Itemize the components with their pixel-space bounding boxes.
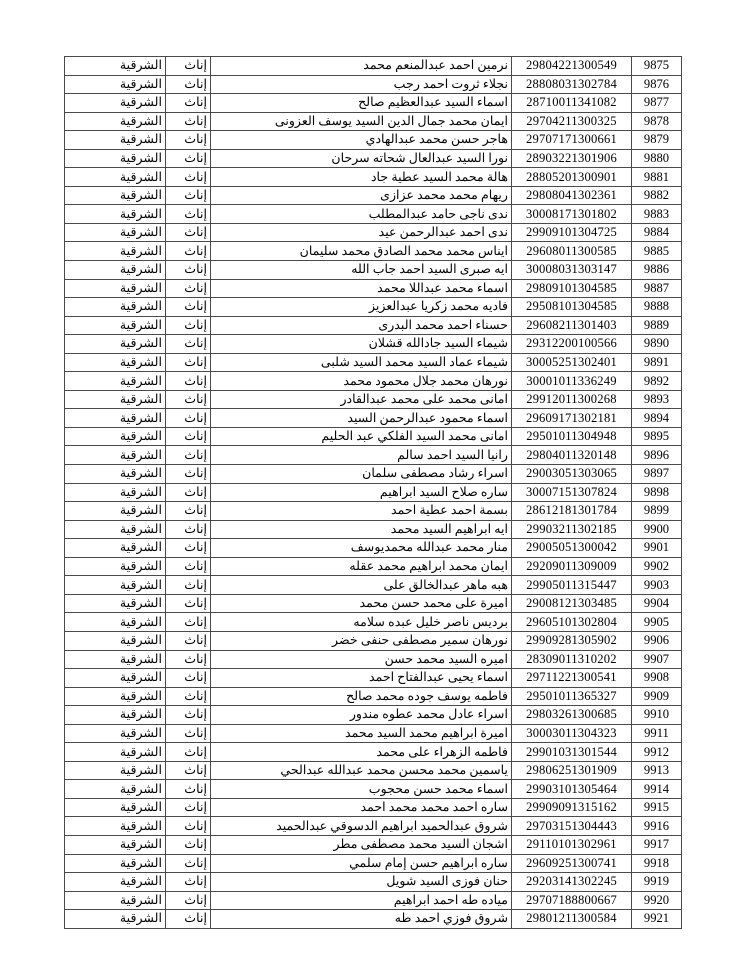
cell-governorate: الشرقية xyxy=(65,261,166,280)
cell-governorate: الشرقية xyxy=(65,780,166,799)
cell-governorate: الشرقية xyxy=(65,112,166,131)
cell-gender: إناث xyxy=(166,891,211,910)
cell-gender: إناث xyxy=(166,409,211,428)
cell-serial: 9889 xyxy=(632,316,682,335)
cell-name: شروق فوزي احمد طه xyxy=(211,910,512,929)
table-row xyxy=(65,483,682,502)
cell-national-id: 29609171302181 xyxy=(512,409,632,428)
cell-gender: إناث xyxy=(166,149,211,168)
cell-national-id: 29901031301544 xyxy=(512,743,632,762)
cell-governorate: الشرقية xyxy=(65,706,166,725)
cell-name: اسراء عادل محمد عطوه مندور xyxy=(211,706,512,725)
cell-serial: 9895 xyxy=(632,427,682,446)
cell-name: ايناس محمد محمد الصادق محمد سليمان xyxy=(211,242,512,261)
cell-national-id: 29605101302804 xyxy=(512,613,632,632)
cell-serial: 9880 xyxy=(632,149,682,168)
table-row xyxy=(65,390,682,409)
table-row xyxy=(65,427,682,446)
table-row xyxy=(65,891,682,910)
table-row xyxy=(65,854,682,873)
cell-governorate: الشرقية xyxy=(65,576,166,595)
cell-name: ريهام محمد محمد عزازى xyxy=(211,186,512,205)
table-row xyxy=(65,910,682,929)
cell-gender: إناث xyxy=(166,631,211,650)
cell-gender: إناث xyxy=(166,910,211,929)
cell-national-id: 29806251301909 xyxy=(512,761,632,780)
cell-national-id: 29809101304585 xyxy=(512,279,632,298)
cell-serial: 9878 xyxy=(632,112,682,131)
table-row xyxy=(65,261,682,280)
cell-name: ياسمين محمد محسن محمد عبدالله عبدالحي xyxy=(211,761,512,780)
cell-national-id: 30001011336249 xyxy=(512,372,632,391)
cell-governorate: الشرقية xyxy=(65,427,166,446)
cell-name: اسماء السيد عبدالعظيم صالح xyxy=(211,94,512,113)
cell-serial: 9905 xyxy=(632,613,682,632)
cell-name: ساره صلاح السيد ابراهيم xyxy=(211,483,512,502)
cell-national-id: 29905011315447 xyxy=(512,576,632,595)
cell-governorate: الشرقية xyxy=(65,743,166,762)
cell-name: امانى محمد على محمد عبدالقادر xyxy=(211,390,512,409)
table-row xyxy=(65,539,682,558)
cell-serial: 9914 xyxy=(632,780,682,799)
cell-governorate: الشرقية xyxy=(65,316,166,335)
cell-name: اسراء رشاد مصطفى سلمان xyxy=(211,465,512,484)
cell-gender: إناث xyxy=(166,743,211,762)
cell-governorate: الشرقية xyxy=(65,223,166,242)
cell-gender: إناث xyxy=(166,724,211,743)
cell-governorate: الشرقية xyxy=(65,687,166,706)
cell-name: فاطمه يوسف جوده محمد صالح xyxy=(211,687,512,706)
cell-serial: 9882 xyxy=(632,186,682,205)
cell-gender: إناث xyxy=(166,613,211,632)
cell-gender: إناث xyxy=(166,873,211,892)
cell-serial: 9902 xyxy=(632,557,682,576)
cell-name: فاديه محمد زكريا عبدالعزيز xyxy=(211,298,512,317)
cell-governorate: الشرقية xyxy=(65,854,166,873)
table-row xyxy=(65,798,682,817)
cell-gender: إناث xyxy=(166,761,211,780)
cell-name: امانى محمد السيد الفلكي عبد الحليم xyxy=(211,427,512,446)
table-row xyxy=(65,94,682,113)
cell-name: ساره ابراهيم حسن إمام سلمي xyxy=(211,854,512,873)
cell-gender: إناث xyxy=(166,298,211,317)
cell-governorate: الشرقية xyxy=(65,242,166,261)
table-row xyxy=(65,205,682,224)
cell-national-id: 29909281305902 xyxy=(512,631,632,650)
cell-governorate: الشرقية xyxy=(65,465,166,484)
cell-serial: 9899 xyxy=(632,502,682,521)
cell-national-id: 29903101305464 xyxy=(512,780,632,799)
cell-gender: إناث xyxy=(166,594,211,613)
cell-serial: 9888 xyxy=(632,298,682,317)
cell-national-id: 29808041302361 xyxy=(512,186,632,205)
cell-national-id: 29912011300268 xyxy=(512,390,632,409)
cell-gender: إناث xyxy=(166,242,211,261)
table-row xyxy=(65,576,682,595)
cell-serial: 9886 xyxy=(632,261,682,280)
table-row xyxy=(65,372,682,391)
table-row xyxy=(65,761,682,780)
table-row xyxy=(65,465,682,484)
cell-serial: 9898 xyxy=(632,483,682,502)
table-row xyxy=(65,409,682,428)
table-row xyxy=(65,353,682,372)
table-row xyxy=(65,168,682,187)
cell-governorate: الشرقية xyxy=(65,75,166,94)
cell-gender: إناث xyxy=(166,261,211,280)
cell-serial: 9884 xyxy=(632,223,682,242)
cell-national-id: 29608011300585 xyxy=(512,242,632,261)
table-row xyxy=(65,57,682,76)
cell-name: شروق عبدالحميد ابراهيم الدسوقي عبدالحميد xyxy=(211,817,512,836)
roster-table xyxy=(64,56,682,929)
cell-gender: إناث xyxy=(166,168,211,187)
cell-governorate: الشرقية xyxy=(65,557,166,576)
cell-serial: 9887 xyxy=(632,279,682,298)
cell-serial: 9909 xyxy=(632,687,682,706)
cell-national-id: 29609251300741 xyxy=(512,854,632,873)
cell-serial: 9891 xyxy=(632,353,682,372)
cell-governorate: الشرقية xyxy=(65,891,166,910)
cell-governorate: الشرقية xyxy=(65,149,166,168)
cell-governorate: الشرقية xyxy=(65,186,166,205)
cell-serial: 9897 xyxy=(632,465,682,484)
table-row xyxy=(65,613,682,632)
cell-gender: إناث xyxy=(166,669,211,688)
cell-serial: 9908 xyxy=(632,669,682,688)
cell-governorate: الشرقية xyxy=(65,594,166,613)
cell-governorate: الشرقية xyxy=(65,168,166,187)
cell-serial: 9904 xyxy=(632,594,682,613)
cell-name: ندى احمد عبدالرحمن عيد xyxy=(211,223,512,242)
cell-name: حسناء احمد محمد البدرى xyxy=(211,316,512,335)
cell-gender: إناث xyxy=(166,576,211,595)
cell-name: اميرة على محمد حسن محمد xyxy=(211,594,512,613)
cell-national-id: 29209011309009 xyxy=(512,557,632,576)
cell-name: هالة محمد السيد عطية جاد xyxy=(211,168,512,187)
cell-national-id: 30003011304323 xyxy=(512,724,632,743)
cell-serial: 9881 xyxy=(632,168,682,187)
cell-national-id: 28710011341082 xyxy=(512,94,632,113)
cell-name: نجلاء ثروت احمد رجب xyxy=(211,75,512,94)
cell-national-id: 29711221300541 xyxy=(512,669,632,688)
cell-gender: إناث xyxy=(166,186,211,205)
cell-gender: إناث xyxy=(166,483,211,502)
cell-national-id: 30008031303147 xyxy=(512,261,632,280)
cell-gender: إناث xyxy=(166,223,211,242)
cell-governorate: الشرقية xyxy=(65,835,166,854)
cell-name: بسمة احمد عطية احمد xyxy=(211,502,512,521)
cell-governorate: الشرقية xyxy=(65,631,166,650)
cell-serial: 9885 xyxy=(632,242,682,261)
table-row xyxy=(65,186,682,205)
cell-governorate: الشرقية xyxy=(65,910,166,929)
cell-name: منار محمد عبدالله محمديوسف xyxy=(211,539,512,558)
cell-governorate: الشرقية xyxy=(65,669,166,688)
cell-name: نورا السيد عبدالعال شحاته سرحان xyxy=(211,149,512,168)
cell-governorate: الشرقية xyxy=(65,539,166,558)
cell-serial: 9906 xyxy=(632,631,682,650)
cell-governorate: الشرقية xyxy=(65,650,166,669)
cell-gender: إناث xyxy=(166,835,211,854)
table-row xyxy=(65,75,682,94)
table-row xyxy=(65,112,682,131)
cell-national-id: 29804221300549 xyxy=(512,57,632,76)
cell-gender: إناث xyxy=(166,427,211,446)
cell-governorate: الشرقية xyxy=(65,724,166,743)
cell-serial: 9912 xyxy=(632,743,682,762)
cell-name: نورهان سمير مصطفى حنفى خضر xyxy=(211,631,512,650)
cell-gender: إناث xyxy=(166,57,211,76)
cell-governorate: الشرقية xyxy=(65,483,166,502)
cell-national-id: 29903211302185 xyxy=(512,520,632,539)
cell-gender: إناث xyxy=(166,75,211,94)
cell-national-id: 28903221301906 xyxy=(512,149,632,168)
cell-governorate: الشرقية xyxy=(65,298,166,317)
cell-national-id: 30007151307824 xyxy=(512,483,632,502)
cell-name: برديس ناصر خليل عبده سلامه xyxy=(211,613,512,632)
table-row xyxy=(65,335,682,354)
cell-serial: 9883 xyxy=(632,205,682,224)
cell-governorate: الشرقية xyxy=(65,817,166,836)
cell-governorate: الشرقية xyxy=(65,372,166,391)
cell-governorate: الشرقية xyxy=(65,761,166,780)
cell-gender: إناث xyxy=(166,557,211,576)
cell-name: هبه ماهر عبدالخالق على xyxy=(211,576,512,595)
cell-name: هاجر حسن محمد عبدالهادي xyxy=(211,131,512,150)
cell-serial: 9907 xyxy=(632,650,682,669)
cell-gender: إناث xyxy=(166,520,211,539)
cell-gender: إناث xyxy=(166,316,211,335)
table-row xyxy=(65,520,682,539)
cell-gender: إناث xyxy=(166,372,211,391)
cell-national-id: 30005251302401 xyxy=(512,353,632,372)
cell-name: شيماء السيد جادالله قشلان xyxy=(211,335,512,354)
cell-national-id: 29704211300325 xyxy=(512,112,632,131)
cell-name: اسماء محمود عبدالرحمن السيد xyxy=(211,409,512,428)
cell-governorate: الشرقية xyxy=(65,205,166,224)
cell-national-id: 29909101304725 xyxy=(512,223,632,242)
cell-serial: 9910 xyxy=(632,706,682,725)
cell-gender: إناث xyxy=(166,279,211,298)
cell-governorate: الشرقية xyxy=(65,613,166,632)
table-row xyxy=(65,223,682,242)
cell-name: مياده طه احمد ابراهيم xyxy=(211,891,512,910)
cell-national-id: 29703151304443 xyxy=(512,817,632,836)
table-row xyxy=(65,446,682,465)
cell-serial: 9913 xyxy=(632,761,682,780)
table-row xyxy=(65,706,682,725)
cell-gender: إناث xyxy=(166,650,211,669)
cell-serial: 9915 xyxy=(632,798,682,817)
cell-serial: 9896 xyxy=(632,446,682,465)
cell-serial: 9890 xyxy=(632,335,682,354)
cell-name: نرمين احمد عبدالمنعم محمد xyxy=(211,57,512,76)
cell-serial: 9921 xyxy=(632,910,682,929)
table-row xyxy=(65,669,682,688)
roster-table-body xyxy=(65,57,682,929)
table-row xyxy=(65,817,682,836)
cell-gender: إناث xyxy=(166,465,211,484)
cell-national-id: 29508101304585 xyxy=(512,298,632,317)
cell-serial: 9893 xyxy=(632,390,682,409)
cell-governorate: الشرقية xyxy=(65,502,166,521)
cell-name: فاطمه الزهراء على محمد xyxy=(211,743,512,762)
table-row xyxy=(65,242,682,261)
cell-governorate: الشرقية xyxy=(65,520,166,539)
table-row xyxy=(65,149,682,168)
cell-gender: إناث xyxy=(166,706,211,725)
cell-governorate: الشرقية xyxy=(65,798,166,817)
table-row xyxy=(65,873,682,892)
cell-serial: 9917 xyxy=(632,835,682,854)
cell-gender: إناث xyxy=(166,335,211,354)
roster-table-container xyxy=(64,56,681,929)
cell-gender: إناث xyxy=(166,817,211,836)
cell-national-id: 29005051300042 xyxy=(512,539,632,558)
cell-gender: إناث xyxy=(166,205,211,224)
cell-name: شيماء عماد السيد محمد السيد شلبى xyxy=(211,353,512,372)
cell-governorate: الشرقية xyxy=(65,390,166,409)
cell-serial: 9919 xyxy=(632,873,682,892)
table-row xyxy=(65,631,682,650)
table-row xyxy=(65,743,682,762)
cell-governorate: الشرقية xyxy=(65,57,166,76)
cell-gender: إناث xyxy=(166,446,211,465)
cell-national-id: 29707188800667 xyxy=(512,891,632,910)
cell-serial: 9894 xyxy=(632,409,682,428)
cell-gender: إناث xyxy=(166,502,211,521)
cell-serial: 9920 xyxy=(632,891,682,910)
cell-name: ايه ابراهيم السيد محمد xyxy=(211,520,512,539)
cell-name: ايه صبرى السيد احمد جاب الله xyxy=(211,261,512,280)
cell-national-id: 29608211301403 xyxy=(512,316,632,335)
cell-serial: 9900 xyxy=(632,520,682,539)
cell-serial: 9901 xyxy=(632,539,682,558)
cell-national-id: 29003051303065 xyxy=(512,465,632,484)
cell-gender: إناث xyxy=(166,94,211,113)
cell-name: ايمان محمد ابراهيم محمد عقله xyxy=(211,557,512,576)
cell-national-id: 29501011365327 xyxy=(512,687,632,706)
cell-gender: إناث xyxy=(166,687,211,706)
cell-name: ايمان محمد جمال الدين السيد يوسف العزونى xyxy=(211,112,512,131)
cell-name: ندى ناجى حامد عبدالمطلب xyxy=(211,205,512,224)
cell-gender: إناث xyxy=(166,353,211,372)
cell-governorate: الشرقية xyxy=(65,279,166,298)
cell-national-id: 28808031302784 xyxy=(512,75,632,94)
cell-governorate: الشرقية xyxy=(65,446,166,465)
cell-serial: 9879 xyxy=(632,131,682,150)
cell-national-id: 29909091315162 xyxy=(512,798,632,817)
cell-national-id: 29008121303485 xyxy=(512,594,632,613)
cell-national-id: 28612181301784 xyxy=(512,502,632,521)
cell-governorate: الشرقية xyxy=(65,94,166,113)
table-row xyxy=(65,724,682,743)
table-row xyxy=(65,594,682,613)
table-row xyxy=(65,835,682,854)
cell-name: نورهان محمد جلال محمود محمد xyxy=(211,372,512,391)
cell-serial: 9892 xyxy=(632,372,682,391)
table-row xyxy=(65,650,682,669)
cell-governorate: الشرقية xyxy=(65,409,166,428)
cell-name: اشجان السيد محمد مصطفى مطر xyxy=(211,835,512,854)
cell-name: ساره احمد محمد محمد احمد xyxy=(211,798,512,817)
cell-name: اميرة ابراهيم محمد السيد محمد xyxy=(211,724,512,743)
cell-national-id: 29801211300584 xyxy=(512,910,632,929)
cell-gender: إناث xyxy=(166,112,211,131)
cell-gender: إناث xyxy=(166,854,211,873)
cell-name: حنان فوزى السيد شويل xyxy=(211,873,512,892)
cell-name: اميره السيد محمد حسن xyxy=(211,650,512,669)
cell-national-id: 29707171300661 xyxy=(512,131,632,150)
cell-gender: إناث xyxy=(166,539,211,558)
cell-gender: إناث xyxy=(166,798,211,817)
cell-governorate: الشرقية xyxy=(65,873,166,892)
cell-name: اسماء محمد حسن محجوب xyxy=(211,780,512,799)
table-row xyxy=(65,316,682,335)
cell-name: رانيا السيد احمد سالم xyxy=(211,446,512,465)
cell-national-id: 29804011320148 xyxy=(512,446,632,465)
table-row xyxy=(65,298,682,317)
cell-national-id: 29501011304948 xyxy=(512,427,632,446)
table-row xyxy=(65,131,682,150)
cell-national-id: 29803261300685 xyxy=(512,706,632,725)
cell-gender: إناث xyxy=(166,131,211,150)
table-row xyxy=(65,502,682,521)
table-row xyxy=(65,557,682,576)
cell-governorate: الشرقية xyxy=(65,131,166,150)
cell-serial: 9903 xyxy=(632,576,682,595)
cell-gender: إناث xyxy=(166,780,211,799)
cell-serial: 9877 xyxy=(632,94,682,113)
cell-serial: 9876 xyxy=(632,75,682,94)
table-row xyxy=(65,279,682,298)
cell-governorate: الشرقية xyxy=(65,335,166,354)
cell-serial: 9875 xyxy=(632,57,682,76)
cell-serial: 9918 xyxy=(632,854,682,873)
table-row xyxy=(65,687,682,706)
table-row xyxy=(65,780,682,799)
cell-gender: إناث xyxy=(166,390,211,409)
cell-serial: 9916 xyxy=(632,817,682,836)
cell-national-id: 29312200100566 xyxy=(512,335,632,354)
cell-name: اسماء محمد عبداللا محمد xyxy=(211,279,512,298)
cell-governorate: الشرقية xyxy=(65,353,166,372)
cell-serial: 9911 xyxy=(632,724,682,743)
cell-national-id: 30008171301802 xyxy=(512,205,632,224)
cell-national-id: 29110101302961 xyxy=(512,835,632,854)
cell-national-id: 28805201300901 xyxy=(512,168,632,187)
cell-national-id: 29203141302245 xyxy=(512,873,632,892)
cell-name: اسماء يحيى عبدالفتاح احمد xyxy=(211,669,512,688)
cell-national-id: 28309011310202 xyxy=(512,650,632,669)
